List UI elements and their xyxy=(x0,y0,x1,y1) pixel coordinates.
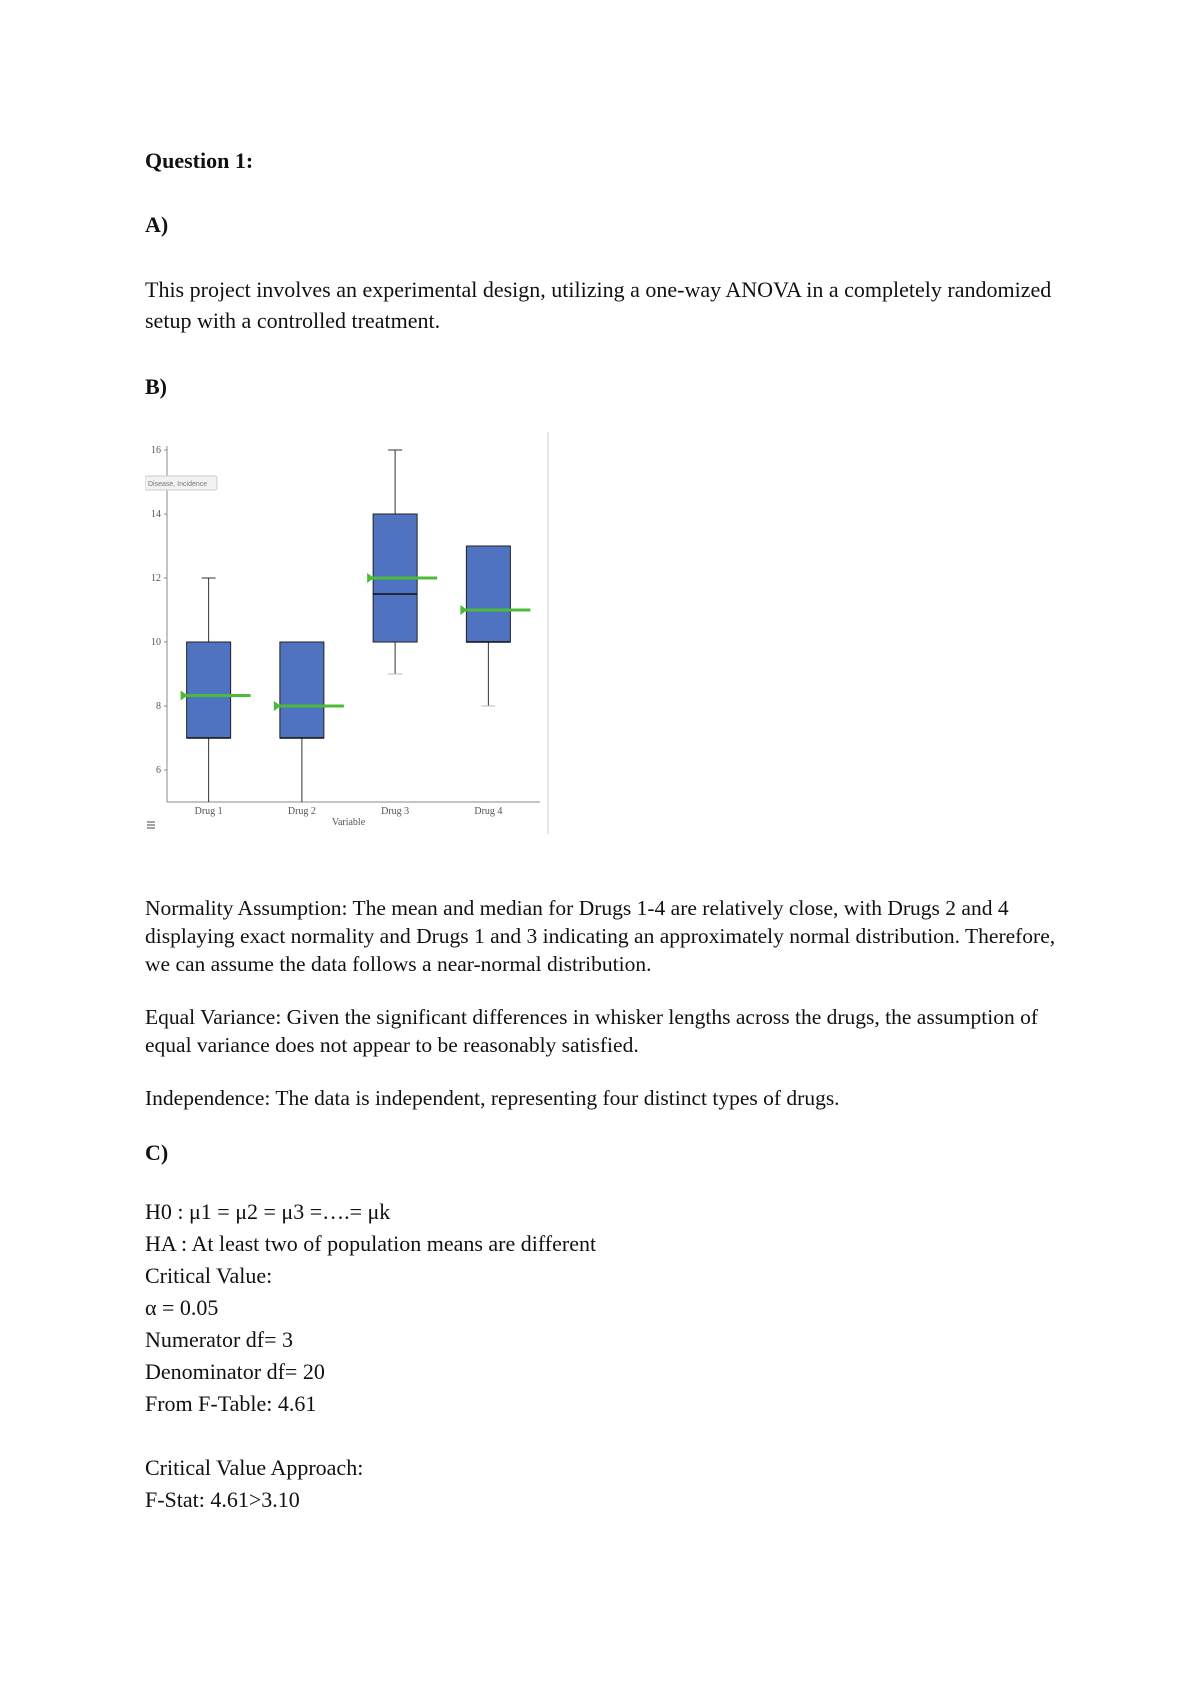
x-axis-title: Variable xyxy=(331,817,366,828)
part-c-line: From F-Table: 4.61 xyxy=(145,1391,317,1416)
box-4 xyxy=(466,546,510,642)
x-tick-label: Drug 2 xyxy=(287,806,316,817)
independence-paragraph: Independence: The data is independent, representing four distinct types of drugs. xyxy=(145,1086,840,1110)
y-tick-label: 12 xyxy=(151,573,161,584)
boxplot-chart xyxy=(145,432,550,834)
y-tick-label: 14 xyxy=(151,509,161,520)
y-tick-label: 6 xyxy=(156,765,161,776)
part-c-line: H0 : μ1 = μ2 = μ3 =….= μk xyxy=(145,1199,391,1224)
x-tick-label: Drug 1 xyxy=(194,806,223,817)
box-1 xyxy=(187,642,231,738)
part-c-label: C) xyxy=(145,1140,169,1165)
y-tick-label: 8 xyxy=(156,701,161,712)
part-c-line: Denominator df= 20 xyxy=(145,1359,325,1384)
tooltip-text: Disease, Incidence xyxy=(148,481,208,488)
x-tick-label: Drug 4 xyxy=(474,806,503,817)
question-title: Question 1: xyxy=(145,148,254,173)
part-c-line: Critical Value: xyxy=(145,1263,273,1288)
part-a-label: A) xyxy=(145,212,169,237)
approach-line: F-Stat: 4.61>3.10 xyxy=(145,1487,300,1512)
box-2 xyxy=(280,642,324,738)
approach-line: Critical Value Approach: xyxy=(145,1455,364,1480)
part-c-line: Numerator df= 3 xyxy=(145,1327,294,1352)
y-tick-label: 10 xyxy=(151,637,161,648)
part-a-text: This project involves an experimental design, utilizing a one-way ANOVA in a completely randomized setup with a controlled treatment. xyxy=(145,277,1052,333)
x-tick-label: Drug 3 xyxy=(381,806,410,817)
part-c-line: HA : At least two of population means are different xyxy=(145,1231,597,1256)
menu-icon[interactable] xyxy=(147,822,155,828)
normality-paragraph: Normality Assumption: The mean and median for Drugs 1-4 are relatively close, with Drugs 2 and 4 displaying exact normality and Drugs 1 and 3 indicating an approximately normal distribution. Therefore, we can assume the data follows a near-normal distribution. xyxy=(145,896,1056,976)
equal-variance-paragraph: Equal Variance: Given the significant differences in whisker lengths across the drugs, the assumption of equal variance does not appear to be reasonably satisfied. xyxy=(145,1005,1039,1057)
part-b-label: B) xyxy=(145,374,167,399)
boxplot-svg xyxy=(145,432,550,834)
y-tick-label: 16 xyxy=(151,445,161,456)
part-c-line: α = 0.05 xyxy=(145,1295,219,1320)
chart-tooltip xyxy=(145,476,217,490)
